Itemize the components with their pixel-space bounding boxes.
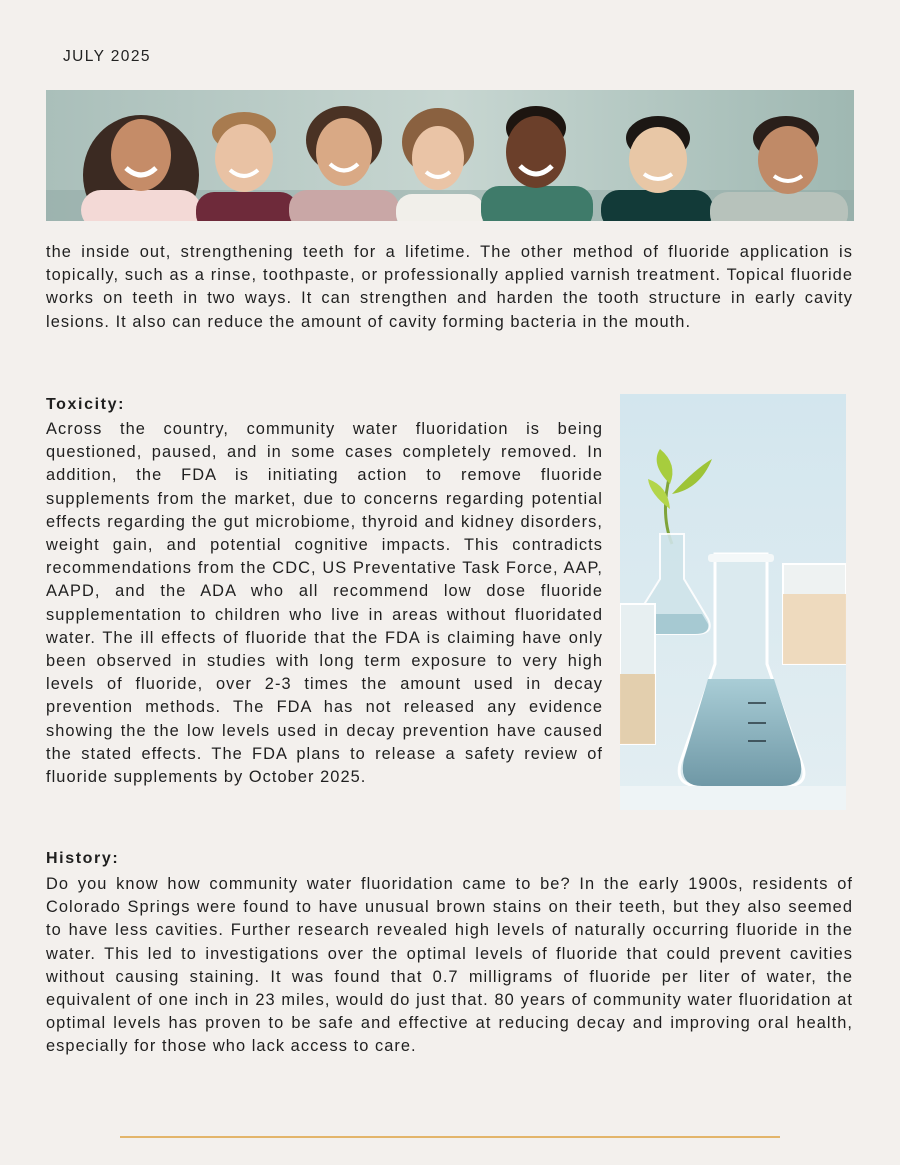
history-heading: History: [46,850,120,867]
history-paragraph: Do you know how community water fluoridation came to be? In the early 1900s, residents of Colorado Springs were found to have unusual brown stains on their teeth, but they also seemed to have less cavities. Further research revealed high levels of naturally occurring fluoride in the water. This led to investigations over the optimal levels of fluoride that could prevent cavities without causing staining. It was found that 0.7 milligrams of fluoride per liter of water, the equivalent of one inch in 23 miles, would do just that. 80 years of community water fluoridation at optimal levels has proven to be safe and effective at reducing decay and improving oral health, especially for those who lack access to care. [46,875,853,1056]
lab-glassware-image [620,394,846,810]
toxicity-paragraph: Across the country, community water fluoridation is being questioned, paused, and in some cases completely removed. In addition, the FDA is initiating action to remove fluoride supplements from the market, due to concerns regarding potential effects regarding the gut microbiome, thyroid and kidney disorders, weight gain, and potential cognitive impacts. This contradicts recommendations from the CDC, US Preventative Task Force, AAP, AAPD, and the ADA who all recommend low dose fluoride supplementation to children who live in areas without fluoridated water. The ill effects of fluoride that the FDA is claiming have only been observed in studies with long term exposure to very high levels of fluoride, over 2-3 times the amount used in decay prevention methods. The FDA has not released any evidence showing the the low levels used in decay prevention have caused the stated effects. The FDA plans to release a safety review of fluoride supplements by October 2025. [46,420,603,787]
children-banner-image [46,90,854,221]
intro-paragraph: the inside out, strengthening teeth for a lifetime. The other method of fluoride application is topically, such as a rinse, toothpaste, or professionally applied varnish treatment. Topical fluoride works on teeth in two ways. It can strengthen and harden the tooth structure in early cavity lesions. It also can reduce the amount of cavity forming bacteria in the mouth. [46,243,853,331]
footer-divider [120,1136,780,1138]
issue-date: JULY 2025 [63,48,151,65]
toxicity-heading: Toxicity: [46,396,126,413]
